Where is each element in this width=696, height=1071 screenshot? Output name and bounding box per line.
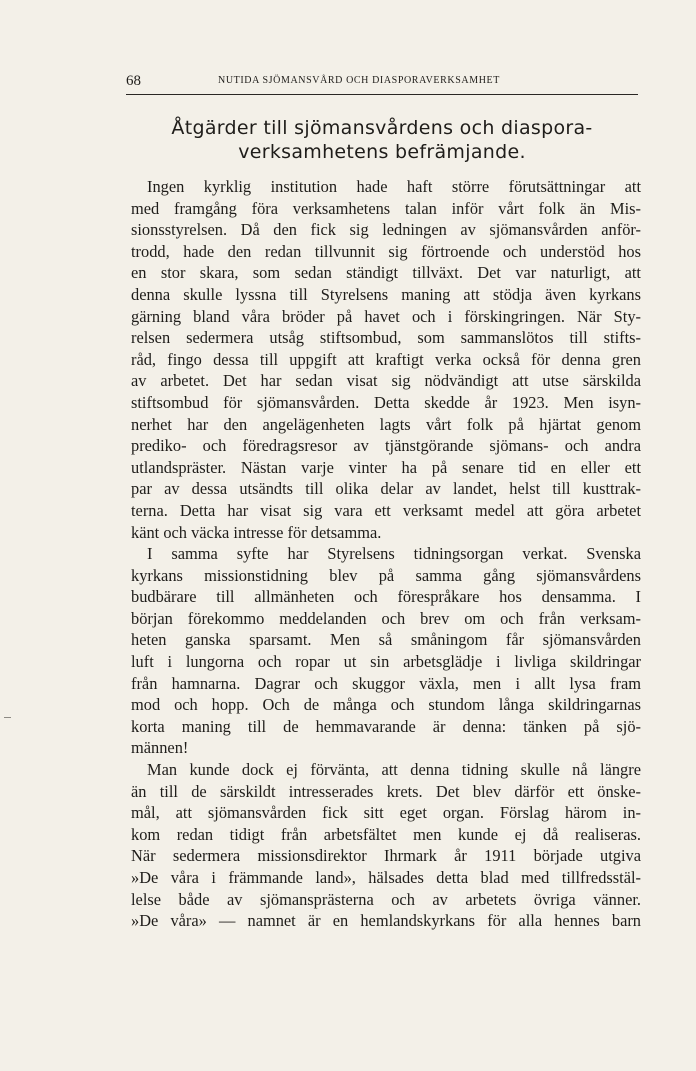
text-line: par av dessa utsändts till olika delar av landet, helst till kusttrak- <box>131 479 641 499</box>
text-line: terna. Detta har visat sig vara ett verksamt medel att göra arbetet <box>131 500 641 520</box>
page-header <box>126 72 638 95</box>
text-line: känt och väcka intresse för detsamma. <box>131 522 382 542</box>
text-line: lelse både av sjömansprästerna och av arbetets övriga vänner. <box>131 889 641 909</box>
text-line: än till de särskildt intresserades krets. Det blev därför ett önske- <box>131 781 641 801</box>
text-line: råd, fingo dessa till uppgift att kraftigt verka också för denna gren <box>131 349 641 369</box>
text-line: kom redan tidigt från arbetsfältet men kunde ej då realiseras. <box>131 824 641 844</box>
text-line: När sedermera missionsdirektor Ihrmark år 1911 började utgiva <box>131 846 641 866</box>
text-line: männen! <box>131 738 189 758</box>
text-line: gärning bland våra bröder på havet och i förskingringen. När Sty- <box>131 306 641 326</box>
text-line: mål, att sjömansvården fick sitt eget organ. Förslag härom in- <box>131 803 641 823</box>
text-line: utlandspräster. Nästan varje vinter ha på senare tid en eller ett <box>131 457 641 477</box>
text-line: nerhet har den angelägenheten lagts vårt folk på hjärtat genom <box>131 414 641 434</box>
text-line: från hamnarna. Dagrar och skuggor växla, men i allt lysa fram <box>131 673 641 693</box>
section-title-line: Åtgärder till sjömansvårdens och diaspora- <box>171 117 593 139</box>
text-line: mod och hopp. Och de många och stundom långa skildringarnas <box>131 695 641 715</box>
margin-mark <box>4 717 11 718</box>
text-line: relsen sedermera utsåg stiftsombud, som sammanslötos till stifts- <box>131 328 641 348</box>
text-line: I samma syfte har Styrelsens tidningsorgan verkat. Svenska <box>147 544 641 564</box>
text-line: »De våra» — namnet är en hemlandskyrkans för alla hennes barn <box>131 911 641 931</box>
paragraph <box>131 176 641 543</box>
text-line: av arbetet. Det har sedan visat sig nödvändigt att utse särskilda <box>131 371 641 391</box>
text-line: trodd, hade den redan tillvunnit sig förtroende och understöd hos <box>131 241 641 261</box>
text-line: denna skulle lyssna till Styrelsens maning att stödja även kyrkans <box>131 284 641 304</box>
text-line: stiftsombud för sjömansvården. Detta skedde år 1923. Men isyn- <box>131 392 641 412</box>
text-line: Ingen kyrklig institution hade haft större förutsättningar att <box>147 177 641 196</box>
page-number: 68 <box>126 73 141 89</box>
text-line: budbärare till allmänheten och förespråkare hos densamma. I <box>131 587 641 607</box>
text-line: heten ganska sparsamt. Men så småningom får sjömansvården <box>131 630 641 650</box>
text-line: med framgång föra verksamhetens talan inför vårt folk än Mis- <box>131 198 641 218</box>
text-line: kyrkans missionstidning blev på samma gång sjömansvårdens <box>131 565 641 585</box>
text-line: sionsstyrelsen. Då den fick sig ledningen av sjömansvården anför- <box>131 220 641 240</box>
section-title-line: verksamhetens befrämjande. <box>238 141 526 163</box>
body-text <box>131 176 641 932</box>
text-line: luft i lungorna och ropar ut sin arbetsglädje i livliga skildringar <box>131 652 641 672</box>
section-title <box>126 116 638 164</box>
text-line: en stor skara, som sedan ständigt tillväxt. Det var naturligt, att <box>131 263 641 283</box>
paragraph <box>131 543 641 759</box>
running-head: NUTIDA SJÖMANSVÅRD OCH DIASPORAVERKSAMHET <box>218 75 500 86</box>
text-line: början förekommo meddelanden och brev om och från verksam- <box>131 608 641 628</box>
text-line: korta maning till de hemmavarande är denna: tänken på sjö- <box>131 716 641 736</box>
text-line: »De våra i främmande land», hälsades detta blad med tillfredsstäl- <box>131 868 641 887</box>
text-line: Man kunde dock ej förvänta, att denna tidning skulle nå längre <box>147 760 641 780</box>
paragraph <box>131 759 641 932</box>
text-line: prediko- och föredragsresor av tjänstgörande sjömans- och andra <box>131 436 641 456</box>
